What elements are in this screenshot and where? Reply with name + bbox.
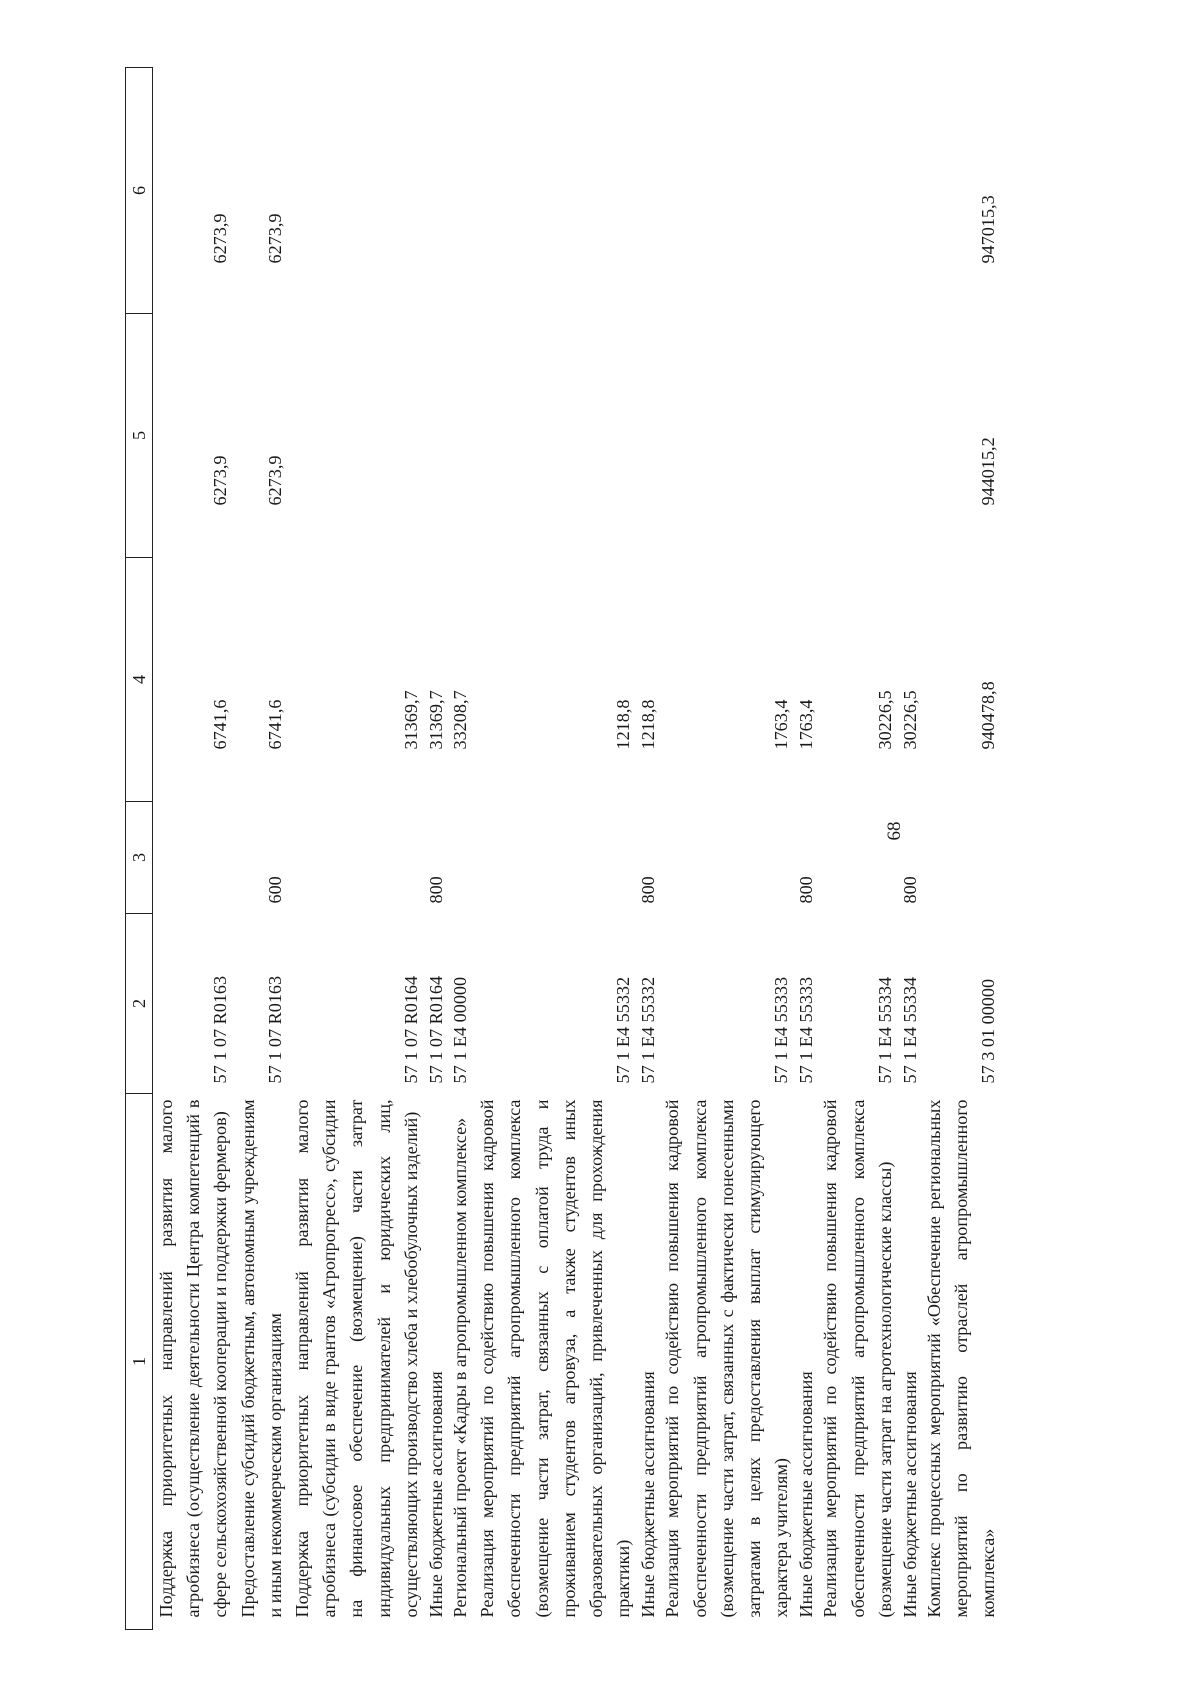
column-header: 5 <box>126 314 153 558</box>
row-amount-col6 <box>659 68 795 314</box>
column-header: 6 <box>126 68 153 314</box>
row-description: Иные бюджетные ассигнования <box>638 1371 659 1618</box>
row-amount-col4: 940478,8 <box>978 681 999 750</box>
row-amount-col5 <box>474 314 637 558</box>
row-amount-col4: 31369,7 <box>400 690 421 750</box>
row-amount-col6 <box>289 68 425 314</box>
row-amount-col5 <box>447 314 474 558</box>
row-amount-col4: 30226,5 <box>874 690 895 750</box>
row-expense-group <box>474 802 637 914</box>
row-amount-col6: 6273,9 <box>264 213 285 264</box>
row-expense-group <box>289 802 425 914</box>
row-expense-group: 800 <box>796 876 817 904</box>
row-description: Поддержка приоритетных направлений развития малого агробизнеса (осуществление деятельности Центра компетенций в сфере сельскохозяйственной кооперации и поддержки фермеров) <box>156 1099 231 1618</box>
row-code: 57 1 07 R0163 <box>264 975 285 1084</box>
row-description: Поддержка приоритетных направлений развития малого агробизнеса (субсидии в виде грантов «Агропрогресс», субсидии на финансовое обеспечение (возмещение) части затрат индивидуальных предпринимателей и юридических лиц, осуществляющих производство хлеба и хлебобулочных изделий) <box>292 1099 421 1618</box>
row-amount-col4: 1763,4 <box>796 699 817 750</box>
table-row <box>425 68 447 1630</box>
row-amount-col5: 6273,9 <box>210 455 231 506</box>
row-code: 57 1 Е4 55334 <box>900 976 921 1084</box>
table-row <box>817 68 899 1630</box>
row-amount-col5: 6273,9 <box>264 455 285 506</box>
table-row <box>153 68 235 1630</box>
budget-table <box>125 67 1003 1630</box>
row-description: Иные бюджетные ассигнования <box>426 1371 447 1618</box>
row-amount-col6 <box>637 68 659 314</box>
page-number: 68 <box>884 821 905 841</box>
row-expense-group <box>817 802 899 914</box>
table-row <box>637 68 659 1630</box>
column-header: 1 <box>126 1094 153 1630</box>
row-amount-col6: 6273,9 <box>210 213 231 264</box>
row-amount-col5 <box>659 314 795 558</box>
row-description: Предоставление субсидий бюджетным, автономным учреждениям и иным некоммерческим организациям <box>237 1099 285 1618</box>
row-description: Иные бюджетные ассигнования <box>796 1371 817 1618</box>
row-expense-group <box>659 802 795 914</box>
row-code: 57 1 Е4 55333 <box>796 976 817 1084</box>
row-amount-col5: 944015,2 <box>978 437 999 506</box>
row-code: 57 1 07 R0164 <box>400 975 421 1084</box>
row-description: Реализация мероприятий по содействию повышения кадровой обеспеченности предприятий агропромышленного комплекса (возмещение части затрат, связанных с оплатой труда и проживанием студентов агровуза, а также студентов иных образовательных организаций, привлеченных для прохождения практики) <box>477 1099 634 1618</box>
row-code: 57 1 07 R0164 <box>426 975 447 1084</box>
row-amount-col5 <box>899 314 921 558</box>
row-expense-group <box>921 802 1003 914</box>
row-code: 57 3 01 00000 <box>978 978 999 1084</box>
column-header: 2 <box>126 914 153 1094</box>
row-amount-col4: 1218,8 <box>638 699 659 750</box>
row-description: Иные бюджетные ассигнования <box>900 1371 921 1618</box>
row-code: 57 1 Е4 55333 <box>771 976 792 1084</box>
row-amount-col5 <box>425 314 447 558</box>
rotated-page-content <box>125 68 1191 1630</box>
row-description: Комплекс процессных мероприятий «Обеспечение региональных мероприятий по развитию отраслей агропромышленного комплекса» <box>924 1099 999 1618</box>
row-amount-col6 <box>817 68 899 314</box>
row-amount-col5 <box>289 314 425 558</box>
row-amount-col4: 6741,6 <box>264 699 285 750</box>
row-description: Реализация мероприятий по содействию повышения кадровой обеспеченности предприятий агропромышленного комплекса (возмещение части затрат на агротехнологические классы) <box>820 1099 895 1618</box>
row-amount-col6 <box>795 68 817 314</box>
row-amount-col4: 33208,7 <box>450 690 471 750</box>
table-row <box>235 68 289 1630</box>
table-row <box>474 68 637 1630</box>
row-code: 57 1 Е4 55334 <box>874 976 895 1084</box>
row-code: 57 1 Е4 00000 <box>450 976 471 1084</box>
table-row <box>899 68 921 1630</box>
column-header: 4 <box>126 558 153 802</box>
table-row <box>795 68 817 1630</box>
table-row <box>289 68 425 1630</box>
row-expense-group: 800 <box>426 876 447 904</box>
row-description: Реализация мероприятий по содействию повышения кадровой обеспеченности предприятий агропромышленного комплекса (возмещение части затрат, связанных с фактически понесенными затратами в целях предоставления выплат стимулирующего характера учителям) <box>662 1099 792 1618</box>
row-amount-col6 <box>447 68 474 314</box>
row-amount-col6 <box>425 68 447 314</box>
row-amount-col4: 1763,4 <box>771 699 792 750</box>
row-expense-group <box>447 802 474 914</box>
row-expense-group: 800 <box>900 876 921 904</box>
row-expense-group: 600 <box>264 876 285 904</box>
row-amount-col6 <box>474 68 637 314</box>
row-amount-col5 <box>817 314 899 558</box>
row-amount-col6 <box>899 68 921 314</box>
row-description: Региональный проект «Кадры в агропромышленном комплексе» <box>450 1117 471 1618</box>
row-amount-col4: 1218,8 <box>613 699 634 750</box>
row-amount-col4: 31369,7 <box>426 690 447 750</box>
table-row <box>659 68 795 1630</box>
table-row <box>921 68 1003 1630</box>
row-amount-col5 <box>795 314 817 558</box>
table-row <box>447 68 474 1630</box>
row-amount-col4: 6741,6 <box>210 699 231 750</box>
row-amount-col6: 947015,3 <box>978 195 999 264</box>
row-code: 57 1 07 R0163 <box>210 975 231 1084</box>
row-expense-group <box>153 802 235 914</box>
table-header-row <box>126 68 153 1630</box>
row-expense-group: 800 <box>638 876 659 904</box>
row-code: 57 1 Е4 55332 <box>638 976 659 1084</box>
column-header: 3 <box>126 802 153 914</box>
row-amount-col5 <box>637 314 659 558</box>
row-amount-col4: 30226,5 <box>900 690 921 750</box>
row-code: 57 1 Е4 55332 <box>613 976 634 1084</box>
